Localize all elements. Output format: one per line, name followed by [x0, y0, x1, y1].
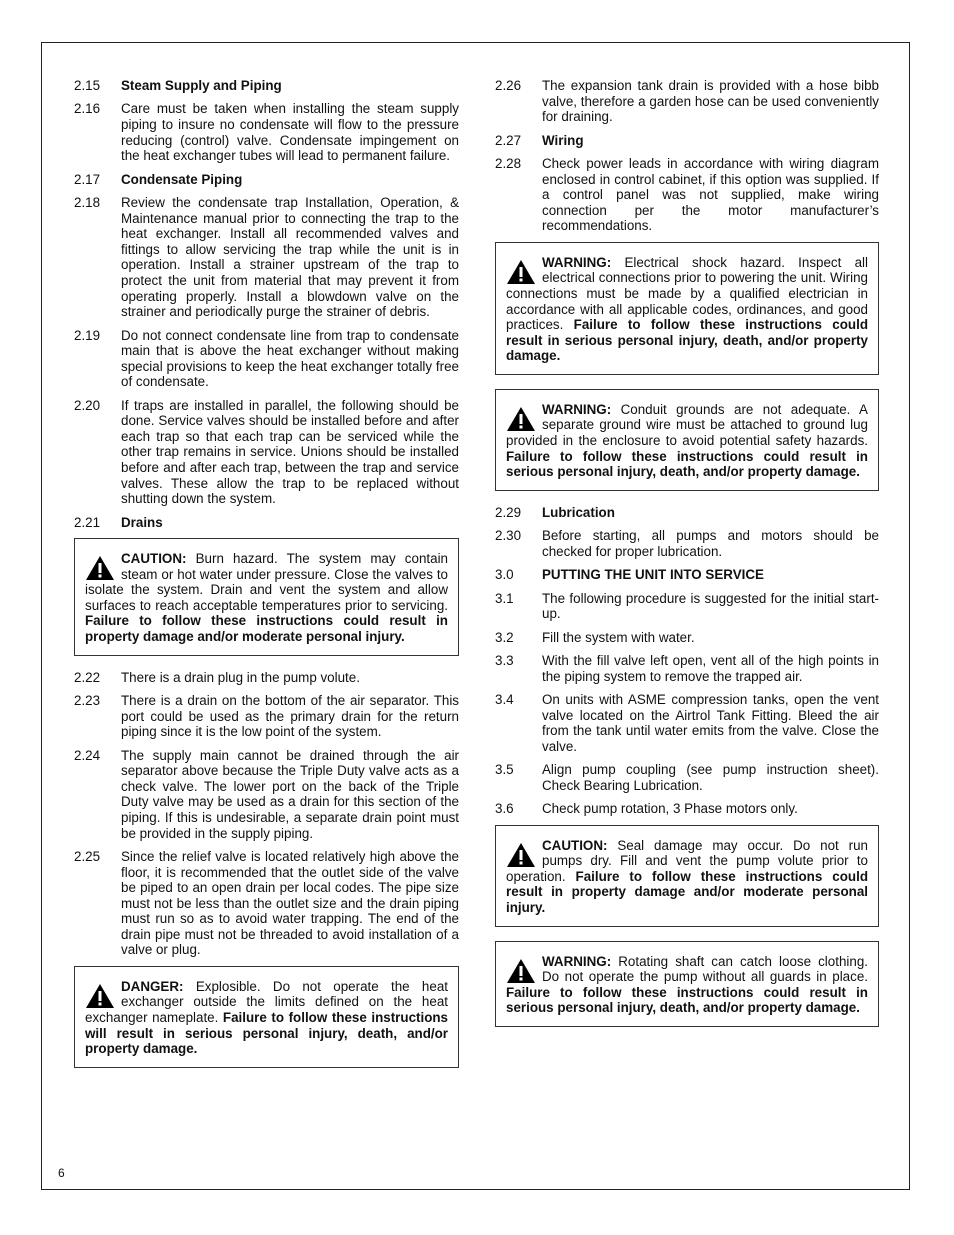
- section-heading: [74, 515, 459, 531]
- section-item: [74, 849, 459, 958]
- notice-label: DANGER:: [121, 978, 184, 994]
- section-heading: [495, 133, 879, 149]
- item-text: If traps are installed in parallel, the following should be done. Service valves should be installed before and after each trap so that each trap can be serviced while the other trap remains in service. Unions should be installed before and after each trap, between the trap and service valves. These allow the trap to be replaced without shutting down the system.: [121, 397, 459, 507]
- section-heading: [495, 567, 879, 583]
- notice-box-caution: [495, 825, 879, 927]
- item-number: 2.15: [74, 78, 101, 93]
- item-number: 2.19: [74, 327, 101, 343]
- item-number: 2.26: [495, 78, 522, 93]
- item-number: 3.6: [495, 801, 514, 817]
- item-number: 2.29: [495, 504, 522, 520]
- item-number: 2.16: [74, 101, 101, 117]
- item-text: Condensate Piping: [121, 171, 243, 187]
- item-text: PUTTING THE UNIT INTO SERVICE: [542, 567, 764, 583]
- section-item: [495, 692, 879, 754]
- section-item: [495, 630, 879, 646]
- section-item: [495, 653, 879, 684]
- item-text: The following procedure is suggested for the initial start-up.: [542, 590, 879, 622]
- notice-consequence: Failure to follow these instructions could result in serious personal injury, death, and/or property damage.: [506, 448, 868, 480]
- item-text: Care must be taken when installing the steam supply piping to insure no condensate will flow to the pressure reducing (control) valve. Condensate impingement on the heat exchanger tubes will lead to permanent failure.: [121, 101, 459, 164]
- item-text: Fill the system with water.: [542, 629, 695, 645]
- warning-triangle-icon: [506, 406, 536, 432]
- notice-consequence: Failure to follow these instructions could result in property damage and/or moderate personal injury.: [506, 868, 868, 915]
- item-number: 2.27: [495, 132, 522, 148]
- warning-triangle-icon: [85, 555, 115, 581]
- item-number: 2.24: [74, 747, 101, 763]
- notice-body: Electrical shock hazard. Inspect all electrical connections prior to powering the unit. Wiring connections must be made by a qualified electrician in accordance with all applicable codes, ordinances, and good practices.: [506, 254, 868, 333]
- item-text: Review the condensate trap Installation, Operation, & Maintenance manual prior to connecting the trap to the heat exchanger. Install all recommended valves and fittings to allow servicing the trap while the unit is in operation. Install a strainer upstream of the trap to protect the unit from material that may prevent it from operating properly. Install a blowdown valve on the strainer and periodically purge the strainer of debris.: [121, 194, 459, 320]
- item-text: There is a drain on the bottom of the air separator. This port could be used as the primary drain for the return piping since it is the low point of the system.: [121, 692, 459, 740]
- item-text: Check power leads in accordance with wiring diagram enclosed in control cabinet, if this option was supplied. If a control panel was not supplied, make wiring connection per the motor manufacturer’s recommendations.: [542, 155, 879, 234]
- notice-label: WARNING:: [542, 401, 612, 417]
- item-number: 3.1: [495, 590, 514, 606]
- section-item: [495, 762, 879, 793]
- item-text: The supply main cannot be drained through the air separator above because the Triple Duty valve acts as a check valve. The lower port on the back of the Triple Duty valve may be used as a drain for this section of the piping. If this is undesirable, a separate drain point must be provided in the supply piping.: [121, 747, 459, 841]
- section-item: [74, 693, 459, 740]
- notice-consequence: Failure to follow these instructions could result in serious personal injury, death, and/or property damage.: [506, 317, 868, 364]
- section-item: [74, 398, 459, 507]
- page-number: 6: [58, 1166, 65, 1180]
- notice-label: WARNING:: [542, 254, 612, 270]
- section-item: [495, 78, 879, 125]
- section-item: [74, 748, 459, 842]
- item-text: Since the relief valve is located relatively high above the floor, it is recommended that the outlet side of the valve be piped to an open drain per local codes. The pipe size must not be less than the outlet size and the drain piping must run so as to avoid water trapping. The end of the drain pipe must not be threaded to avoid installation of a valve or plug.: [121, 848, 459, 958]
- notice-box-danger: [74, 966, 459, 1068]
- item-text: The expansion tank drain is provided with a hose bibb valve, therefore a garden hose can be used conveniently for draining.: [542, 78, 879, 125]
- section-item: [495, 528, 879, 559]
- item-text: Wiring: [542, 132, 584, 148]
- item-text: With the fill valve left open, vent all of the high points in the piping system to remove the trapped air.: [542, 653, 879, 684]
- notice-body: Conduit grounds are not adequate. A separate ground wire must be attached to ground lug provided in the enclosure to avoid potential safety hazards.: [506, 401, 868, 449]
- section-item: [74, 328, 459, 390]
- warning-triangle-icon: [506, 259, 536, 285]
- item-text: Before starting, all pumps and motors should be checked for proper lubrication.: [542, 528, 879, 559]
- notice-body: Rotating shaft can catch loose clothing. Do not operate the pump without all guards in place.: [542, 953, 868, 985]
- section-item: [495, 156, 879, 234]
- notice-body: Seal damage may occur. Do not run pumps dry. Fill and vent the pump volute prior to operation.: [506, 837, 868, 884]
- item-number: 2.21: [74, 514, 101, 530]
- notice-label: WARNING:: [542, 953, 612, 969]
- item-number: 3.2: [495, 629, 514, 645]
- section-item: [74, 101, 459, 163]
- notice-label: CAUTION:: [542, 837, 608, 853]
- item-text: There is a drain plug in the pump volute.: [121, 669, 360, 685]
- item-number: 2.20: [74, 397, 101, 413]
- warning-triangle-icon: [506, 842, 536, 868]
- item-text: Check pump rotation, 3 Phase motors only.: [542, 801, 798, 817]
- notice-body: Explosible. Do not operate the heat exchanger outside the limits defined on the heat exchanger nameplate.: [85, 978, 448, 1026]
- section-heading: [74, 78, 459, 94]
- item-number: 2.30: [495, 528, 522, 544]
- item-number: 2.28: [495, 155, 522, 171]
- notice-body: Burn hazard. The system may contain steam or hot water under pressure. Close the valves to isolate the system. Drain and vent the system and allow surfaces to reach acceptable temperatures prior to servicing.: [85, 551, 448, 613]
- item-number: 3.0: [495, 567, 514, 583]
- item-text: Steam Supply and Piping: [121, 78, 282, 93]
- item-text: Align pump coupling (see pump instruction sheet). Check Bearing Lubrication.: [542, 762, 879, 793]
- item-text: Do not connect condensate line from trap to condensate main that is above the heat exchanger without making special provisions to keep the heat exchanger totally free of condensate.: [121, 327, 459, 390]
- section-heading: [74, 172, 459, 188]
- warning-triangle-icon: [85, 983, 115, 1009]
- section-item: [74, 670, 459, 686]
- item-number: 2.18: [74, 194, 101, 210]
- notice-consequence: Failure to follow these instructions could result in serious personal injury, death, and/or property damage.: [506, 984, 868, 1016]
- notice-box-caution: [74, 538, 459, 656]
- item-number: 2.25: [74, 848, 101, 864]
- item-number: 3.4: [495, 691, 514, 707]
- notice-box-warning: [495, 941, 879, 1027]
- notice-label: CAUTION:: [121, 551, 187, 567]
- notice-box-warning: [495, 389, 879, 491]
- right-column: [495, 78, 879, 1041]
- warning-triangle-icon: [506, 958, 536, 984]
- notice-consequence: Failure to follow these instructions could result in property damage and/or moderate personal injury.: [85, 613, 448, 644]
- section-heading: [495, 505, 879, 521]
- section-item: [495, 801, 879, 817]
- notice-box-warning: [495, 242, 879, 375]
- section-item: [74, 195, 459, 320]
- item-number: 3.3: [495, 653, 514, 668]
- item-text: Drains: [121, 514, 163, 530]
- item-text: Lubrication: [542, 504, 615, 520]
- notice-consequence: Failure to follow these instructions will result in serious personal injury, death, and/or property damage.: [85, 1010, 448, 1057]
- section-item: [495, 591, 879, 622]
- item-number: 3.5: [495, 762, 514, 778]
- item-number: 2.17: [74, 171, 101, 187]
- item-text: On units with ASME compression tanks, open the vent valve located on the Airtrol Tank Fitting. Bleed the air from the tank until water emits from the valve. Close the valve.: [542, 691, 879, 754]
- item-number: 2.22: [74, 669, 101, 685]
- item-number: 2.23: [74, 692, 101, 708]
- left-column: [74, 78, 459, 1082]
